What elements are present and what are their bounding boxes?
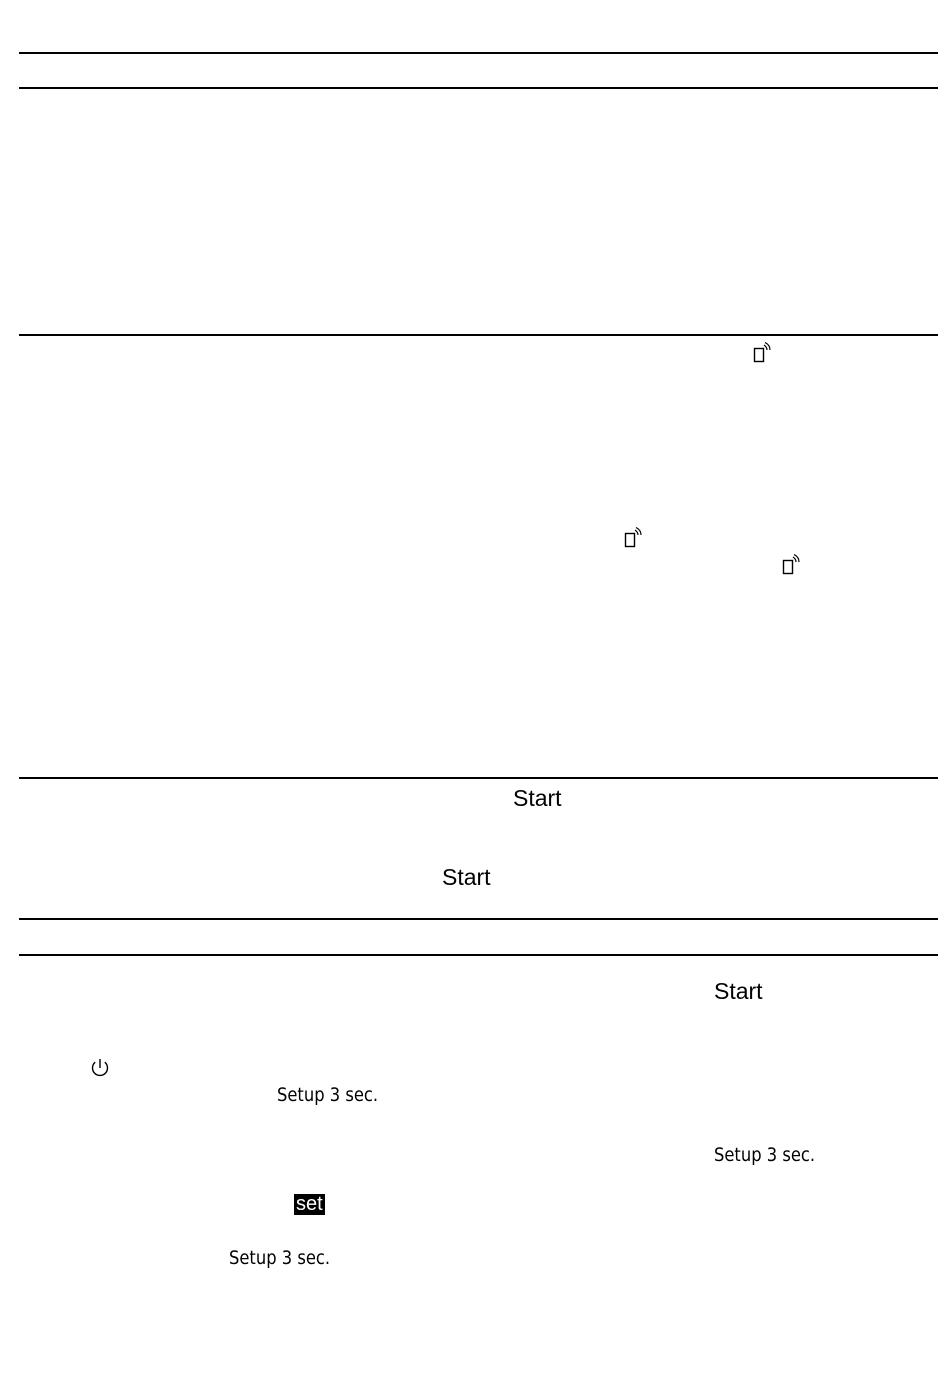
start-button-label: Start bbox=[442, 864, 491, 890]
table-rule-row-3 bbox=[19, 918, 938, 920]
table-rule-row-4 bbox=[19, 954, 938, 956]
table-rule-top bbox=[19, 52, 938, 54]
start-button-label: Start bbox=[714, 978, 763, 1004]
setup-3-sec-label: Setup 3 sec. bbox=[714, 1144, 816, 1166]
remote-start-icon bbox=[782, 554, 802, 576]
start-button-label: Start bbox=[513, 785, 562, 811]
set-display-badge: set bbox=[296, 1193, 323, 1215]
setup-3-sec-label: Setup 3 sec. bbox=[229, 1247, 331, 1269]
remote-start-icon bbox=[753, 342, 773, 364]
table-rule-row-2 bbox=[19, 777, 938, 779]
remote-start-icon bbox=[624, 527, 644, 549]
setup-3-sec-label: Setup 3 sec. bbox=[277, 1084, 379, 1106]
table-rule-row-1 bbox=[19, 334, 938, 336]
power-icon bbox=[89, 1057, 111, 1079]
table-rule-header-bottom bbox=[19, 87, 938, 89]
